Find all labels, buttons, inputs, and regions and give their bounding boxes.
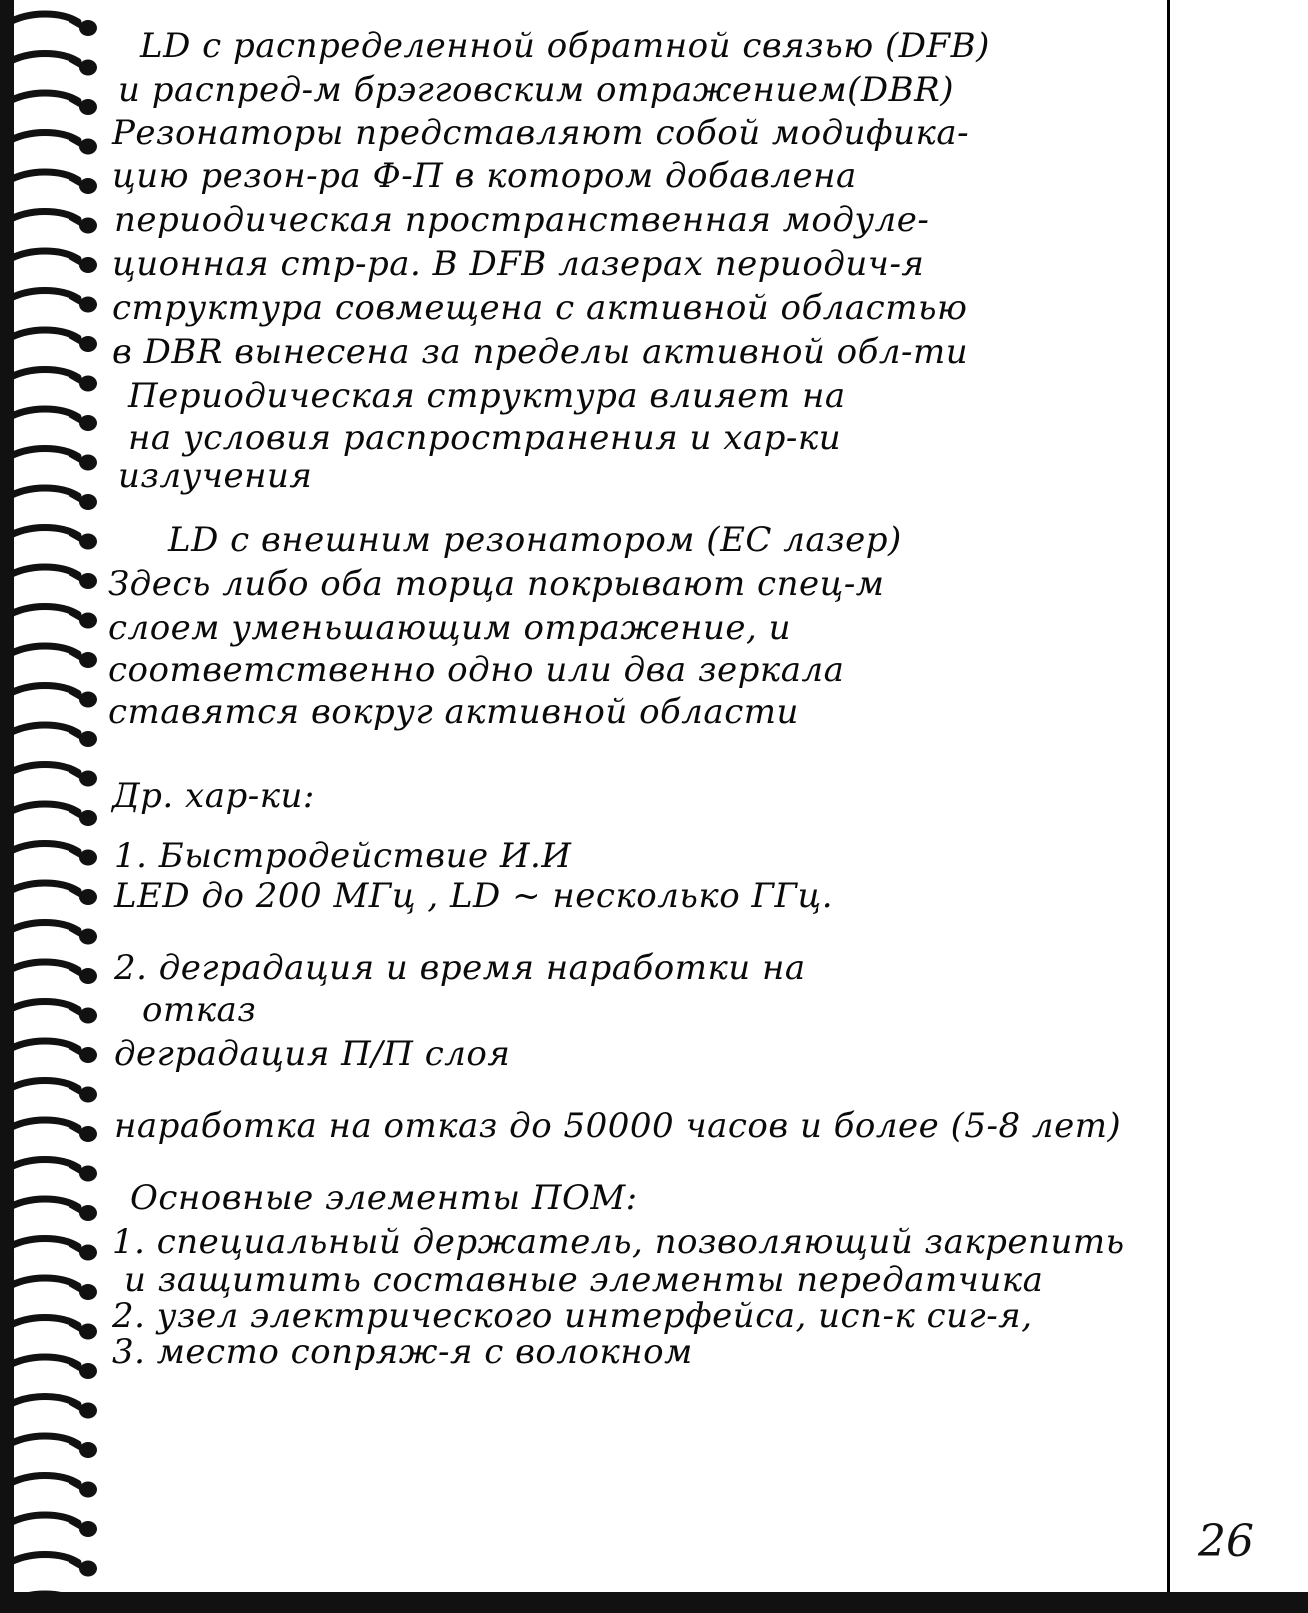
- spiral-ring: [6, 1318, 97, 1340]
- handwritten-line: 1. специальный держатель, позволяющий закрепить: [112, 1222, 1125, 1262]
- spiral-ring: [6, 1199, 97, 1221]
- handwritten-line: Резонаторы представляют собой модифика-: [112, 113, 970, 153]
- handwritten-line: и распред-м брэгговским отражением(DBR): [118, 70, 955, 110]
- handwritten-line: Основные элементы ПОМ:: [130, 1178, 638, 1218]
- handwritten-line: Периодическая структура влияет на: [128, 376, 846, 416]
- handwritten-line: LED до 200 МГц , LD ~ несколько ГГц.: [114, 876, 834, 916]
- spiral-ring: [6, 1476, 97, 1498]
- spiral-ring: [6, 1555, 97, 1577]
- spiral-ring: [6, 962, 97, 984]
- handwritten-line: 3. место сопряж-я с волокном: [112, 1332, 693, 1372]
- spiral-ring: [6, 844, 97, 866]
- handwritten-line: и защитить составные элементы передатчика: [124, 1260, 1044, 1300]
- handwritten-line: 2. деградация и время наработки на: [114, 948, 806, 988]
- spiral-ring: [6, 725, 97, 747]
- spiral-ring: [6, 133, 97, 155]
- spiral-ring: [6, 804, 97, 826]
- page-number: 26: [1198, 1516, 1254, 1567]
- spiral-ring: [6, 686, 97, 708]
- handwritten-line: излучения: [118, 456, 313, 496]
- handwritten-line: деградация П/П слоя: [114, 1034, 511, 1074]
- handwritten-line: 1. Быстродействие И.И: [114, 836, 572, 876]
- spiral-ring: [6, 291, 97, 313]
- spiral-ring: [6, 1357, 97, 1379]
- handwritten-line: на условия распространения и хар-ки: [128, 418, 842, 458]
- margin-line: [1167, 0, 1170, 1613]
- handwritten-line: слоем уменьшающим отражение, и: [108, 608, 791, 648]
- spiral-ring: [6, 1515, 97, 1537]
- handwritten-line: ставятся вокруг активной области: [108, 692, 799, 732]
- spiral-ring: [6, 1397, 97, 1419]
- spiral-ring: [6, 488, 97, 510]
- binding-edge: [0, 0, 14, 1613]
- handwritten-line: в DBR вынесена за пределы активной обл-ти: [112, 332, 969, 372]
- spiral-ring: [6, 1041, 97, 1063]
- handwritten-line: ционная стр-ра. В DFB лазерах периодич-я: [112, 244, 925, 284]
- spiral-ring: [6, 528, 97, 550]
- spiral-ring: [6, 1081, 97, 1103]
- spiral-ring: [6, 646, 97, 668]
- scan-bottom-edge: [0, 1592, 1308, 1613]
- handwritten-line: отказ: [142, 990, 257, 1030]
- handwritten-line: Здесь либо оба торца покрывают спец-м: [108, 564, 885, 604]
- handwritten-line: соответственно одно или два зеркала: [108, 650, 845, 690]
- spiral-ring: [6, 1002, 97, 1024]
- spiral-ring: [6, 1120, 97, 1142]
- spiral-ring: [6, 1436, 97, 1458]
- handwritten-line: LD с внешним резонатором (EC лазер): [168, 520, 902, 560]
- handwritten-line: периодическая пространственная модуле-: [114, 200, 930, 240]
- handwritten-line: структура совмещена с активной областью: [112, 288, 968, 328]
- spiral-ring: [6, 93, 97, 115]
- handwritten-line: цию резон-ра Ф-П в котором добавлена: [112, 156, 857, 196]
- spiral-ring: [6, 1239, 97, 1261]
- spiral-ring: [6, 1160, 97, 1182]
- spiral-ring: [6, 212, 97, 234]
- spiral-binding: [0, 0, 110, 1613]
- spiral-ring: [6, 14, 97, 36]
- handwritten-line: LD с распределенной обратной связью (DFB): [140, 26, 990, 66]
- handwritten-line: Др. хар-ки:: [112, 776, 315, 816]
- spiral-ring: [6, 330, 97, 352]
- spiral-ring: [6, 409, 97, 431]
- spiral-ring: [6, 251, 97, 273]
- spiral-ring: [6, 449, 97, 471]
- spiral-ring: [6, 883, 97, 905]
- handwritten-line: наработка на отказ до 50000 часов и более (5-8 лет): [114, 1106, 1122, 1146]
- spiral-ring: [6, 1278, 97, 1300]
- spiral-ring: [6, 765, 97, 787]
- spiral-ring: [6, 370, 97, 392]
- spiral-ring: [6, 923, 97, 945]
- spiral-ring: [6, 172, 97, 194]
- handwritten-line: 2. узел электрического интерфейса, исп-к сиг-я,: [112, 1296, 1033, 1336]
- spiral-ring: [6, 567, 97, 589]
- spiral-ring: [6, 54, 97, 76]
- spiral-ring: [6, 607, 97, 629]
